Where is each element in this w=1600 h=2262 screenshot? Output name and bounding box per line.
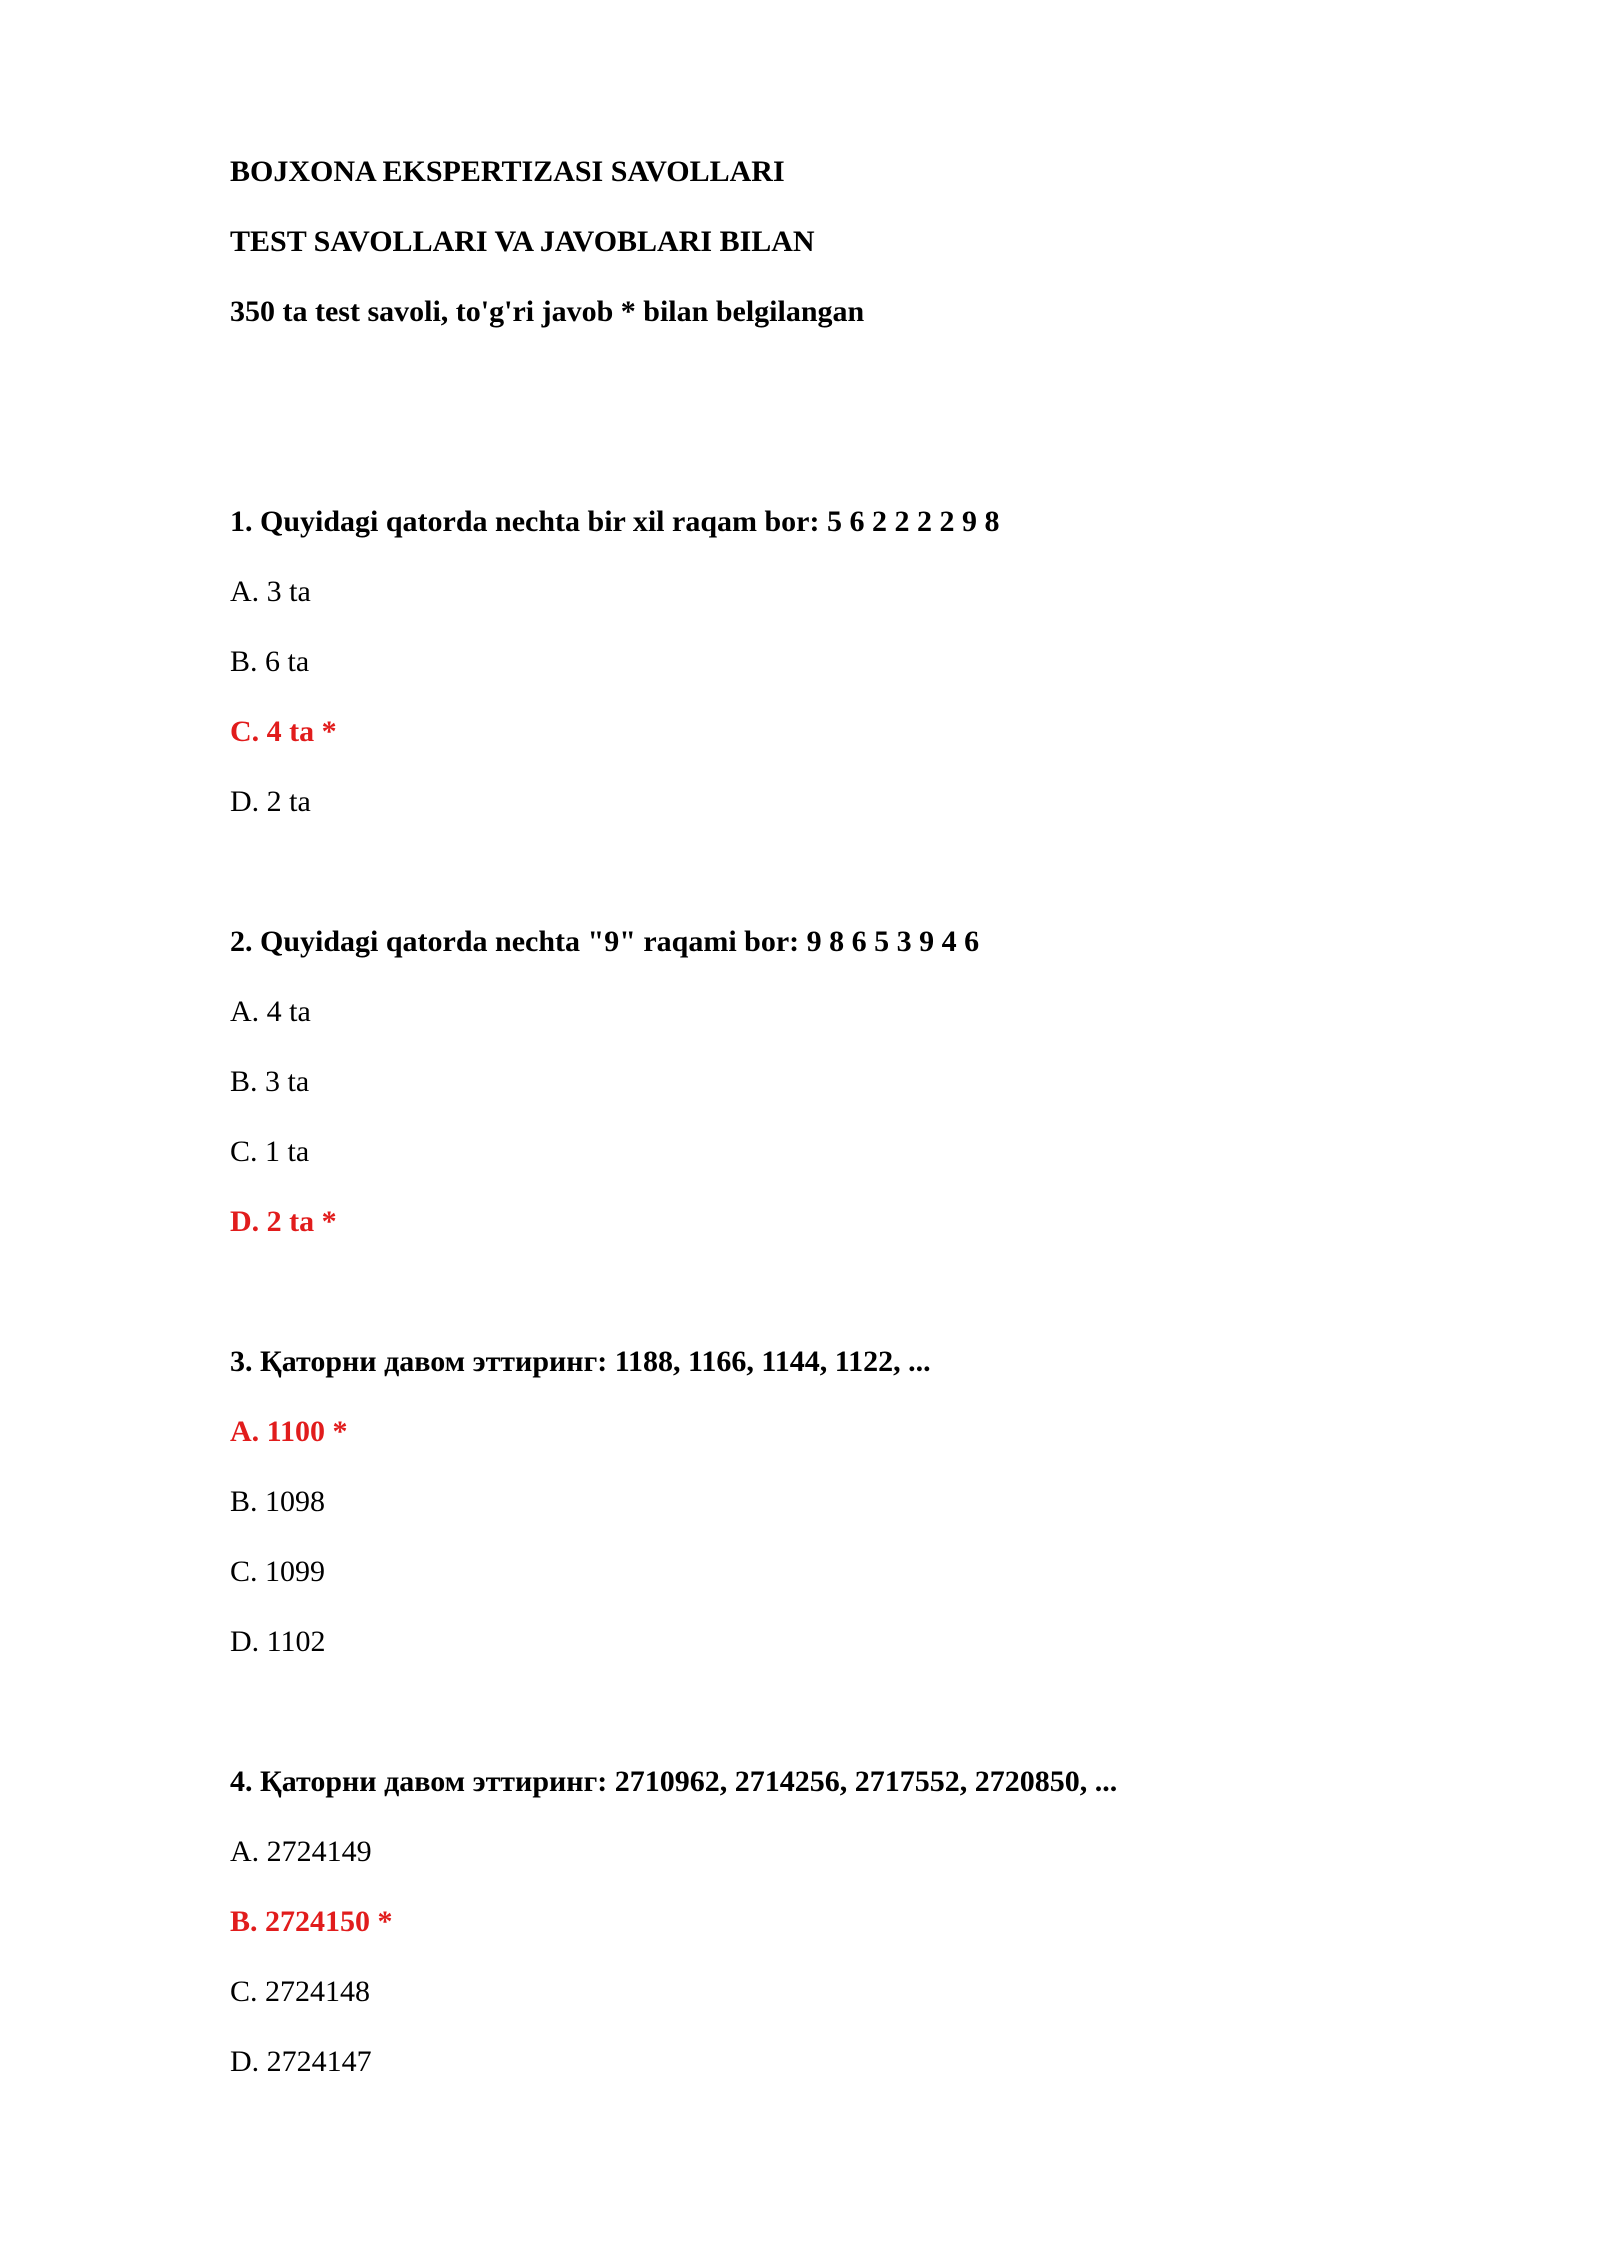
answer-option: B. 1098 <box>230 1485 326 1518</box>
document-title: BOJXONA EKSPERTIZASI SAVOLLARI <box>230 155 785 188</box>
document-subtitle: TEST SAVOLLARI VA JAVOBLARI BILAN <box>230 225 815 258</box>
answer-option: B. 6 ta <box>230 645 310 678</box>
answer-option: A. 2724149 <box>230 1835 372 1868</box>
answer-option: A. 4 ta <box>230 995 311 1028</box>
correct-answer-option: C. 4 ta * <box>230 715 337 748</box>
answer-option: A. 3 ta <box>230 575 311 608</box>
answer-option: D. 2 ta <box>230 785 311 818</box>
correct-answer-option: B. 2724150 * <box>230 1905 393 1938</box>
question-text: 3. Қаторни давом эттиринг: 1188, 1166, 1144, 1122, ... <box>230 1345 931 1378</box>
answer-option: D. 2724147 <box>230 2045 372 2078</box>
question-text: 1. Quyidagi qatorda nechta bir xil raqam bor: 5 6 2 2 2 2 9 8 <box>230 505 1000 538</box>
answer-option: C. 1 ta <box>230 1135 310 1168</box>
correct-answer-option: D. 2 ta * <box>230 1205 337 1238</box>
answer-option: C. 1099 <box>230 1555 326 1588</box>
answer-option: B. 3 ta <box>230 1065 310 1098</box>
question-text: 4. Қаторни давом эттиринг: 2710962, 2714256, 2717552, 2720850, ... <box>230 1765 1118 1798</box>
answer-option: C. 2724148 <box>230 1975 371 2008</box>
answer-option: D. 1102 <box>230 1625 326 1658</box>
correct-answer-option: A. 1100 * <box>230 1415 348 1448</box>
question-text: 2. Quyidagi qatorda nechta "9" raqami bor: 9 8 6 5 3 9 4 6 <box>230 925 980 958</box>
document-note: 350 ta test savoli, to'g'ri javob * bilan belgilangan <box>230 295 865 328</box>
